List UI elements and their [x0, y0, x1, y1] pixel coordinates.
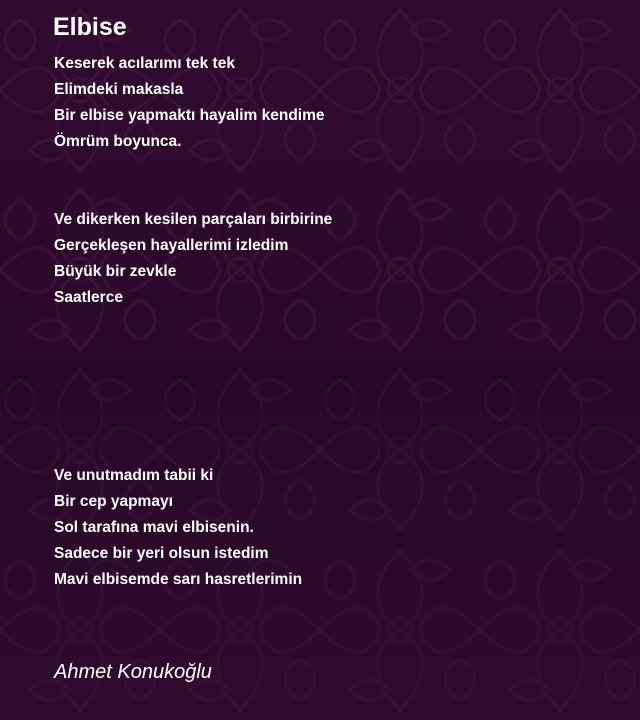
poem-line: Mavi elbisemde sarı hasretlerimin	[54, 571, 303, 588]
poem-line: Elimdeki makasla	[54, 81, 184, 98]
poem-line: Keserek acılarımı tek tek	[54, 55, 235, 72]
poem-line: Sadece bir yeri olsun istedim	[54, 545, 269, 562]
poem-line: Sol tarafına mavi elbisenin.	[54, 519, 254, 536]
poem-line: Saatlerce	[54, 289, 123, 306]
poem-author: Ahmet Konukoğlu	[54, 661, 212, 683]
poem-line: Ve dikerken kesilen parçaları birbirine	[54, 211, 333, 228]
poem-line: Ömrüm boyunca.	[54, 133, 182, 150]
poem-stanza-2	[54, 207, 332, 311]
poem-line: Gerçekleşen hayallerimi izledim	[54, 237, 289, 254]
poem-stanza-3	[54, 463, 302, 593]
poem-stanza-1	[54, 51, 325, 155]
poem-title: Elbise	[53, 13, 127, 41]
poem-line: Ve unutmadım tabii ki	[54, 467, 214, 484]
poem-line: Bir cep yapmayı	[54, 493, 173, 510]
poem-line: Büyük bir zevkle	[54, 263, 177, 280]
poem-line: Bir elbise yapmaktı hayalim kendime	[54, 107, 325, 124]
